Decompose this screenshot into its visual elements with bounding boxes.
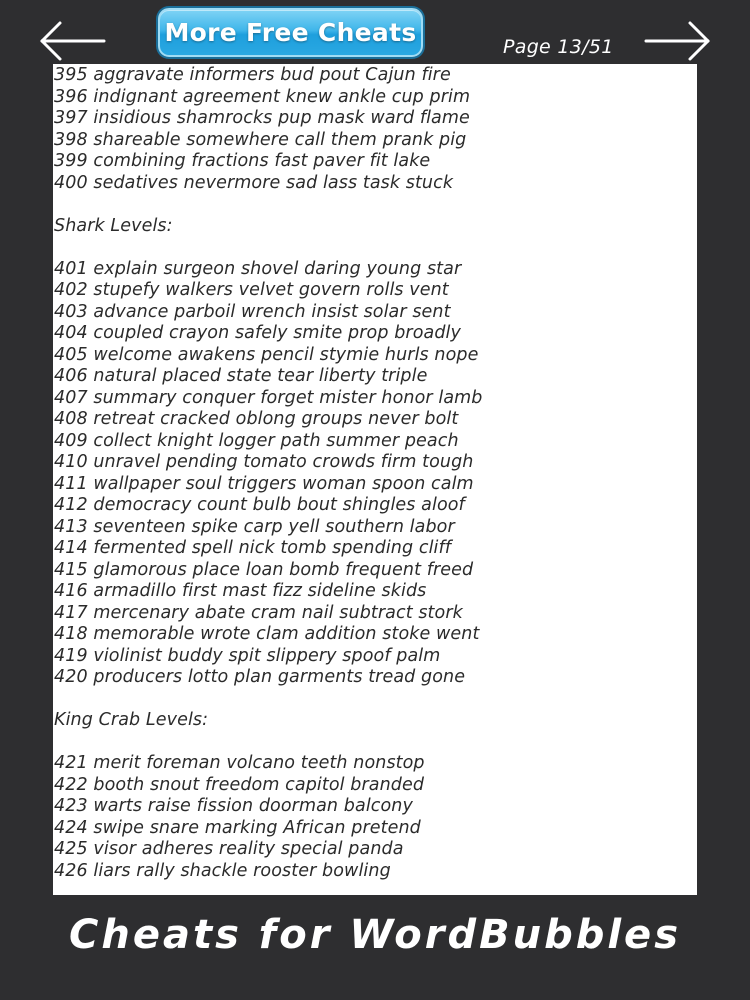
cheat-line: 395 aggravate informers bud pout Cajun fire — [54, 65, 451, 85]
cheat-line: 424 swipe snare marking African pretend — [54, 817, 421, 838]
section-heading: King Crab Levels: — [54, 710, 209, 730]
cheat-line: 416 armadillo first mast fizz sideline skids — [54, 581, 427, 601]
blank-line — [54, 237, 697, 259]
more-free-cheats-button[interactable]: More Free Cheats — [158, 8, 423, 57]
cheat-line: 404 coupled crayon safely smite prop broadly — [54, 323, 461, 343]
cheats-content-panel[interactable] — [53, 64, 697, 895]
arrow-right-icon — [642, 18, 712, 64]
cheat-line: 417 mercenary abate cram nail subtract stork — [54, 602, 463, 623]
cheat-line: 418 memorable wrote clam addition stoke went — [54, 624, 480, 644]
cheat-line: 407 summary conquer forget mister honor lamb — [54, 387, 483, 408]
page-indicator: Page 13/51 — [503, 36, 614, 58]
cheat-line: 403 advance parboil wrench insist solar sent — [54, 301, 451, 322]
cheat-line: 406 natural placed state tear liberty triple — [54, 366, 428, 386]
section-heading: Shark Levels: — [54, 215, 173, 236]
cheat-line: 401 explain surgeon shovel daring young star — [54, 258, 462, 279]
cheat-line: 426 liars rally shackle rooster bowling — [54, 860, 391, 881]
cheat-line: 409 collect knight logger path summer peach — [54, 430, 459, 451]
cheat-line: 421 merit foreman volcano teeth nonstop — [54, 753, 425, 773]
blank-line — [54, 194, 697, 216]
cheat-line: 408 retreat cracked oblong groups never bolt — [54, 409, 459, 429]
previous-page-button[interactable] — [38, 18, 108, 64]
cheat-line: 399 combining fractions fast paver fit lake — [54, 151, 431, 171]
cheat-line: 412 democracy count bulb bout shingles aloof — [54, 495, 465, 515]
cheat-line: 425 visor adheres reality special panda — [54, 839, 404, 859]
cheat-line: 410 unravel pending tomato crowds firm tough — [54, 452, 474, 472]
cheat-line: 411 wallpaper soul triggers woman spoon calm — [54, 473, 474, 494]
footer-title: Cheats for WordBubbles — [69, 912, 681, 958]
cheat-line: 414 fermented spell nick tomb spending cliff — [54, 538, 452, 558]
blank-line — [54, 732, 697, 754]
cheat-line: 420 producers lotto plan garments tread gone — [54, 667, 466, 687]
cheat-line: 419 violinist buddy spit slippery spoof palm — [54, 645, 441, 666]
cheat-line: 423 warts raise fission doorman balcony — [54, 796, 413, 816]
next-page-button[interactable] — [642, 18, 712, 64]
cheat-line: 415 glamorous place loan bomb frequent freed — [54, 559, 474, 580]
cheat-line: 398 shareable somewhere call them prank pig — [54, 129, 467, 150]
cheat-line: 402 stupefy walkers velvet govern rolls vent — [54, 280, 449, 300]
cheats-list — [54, 65, 697, 882]
cheat-line: 400 sedatives nevermore sad lass task stuck — [54, 172, 454, 193]
cheat-line: 422 booth snout freedom capitol branded — [54, 774, 425, 795]
cheat-line: 413 seventeen spike carp yell southern labor — [54, 516, 455, 537]
arrow-left-icon — [38, 18, 108, 64]
cheat-line: 396 indignant agreement knew ankle cup prim — [54, 86, 471, 107]
cheat-line: 405 welcome awakens pencil stymie hurls nope — [54, 344, 479, 365]
blank-line — [54, 689, 697, 711]
cheat-line: 397 insidious shamrocks pup mask ward flame — [54, 108, 470, 128]
